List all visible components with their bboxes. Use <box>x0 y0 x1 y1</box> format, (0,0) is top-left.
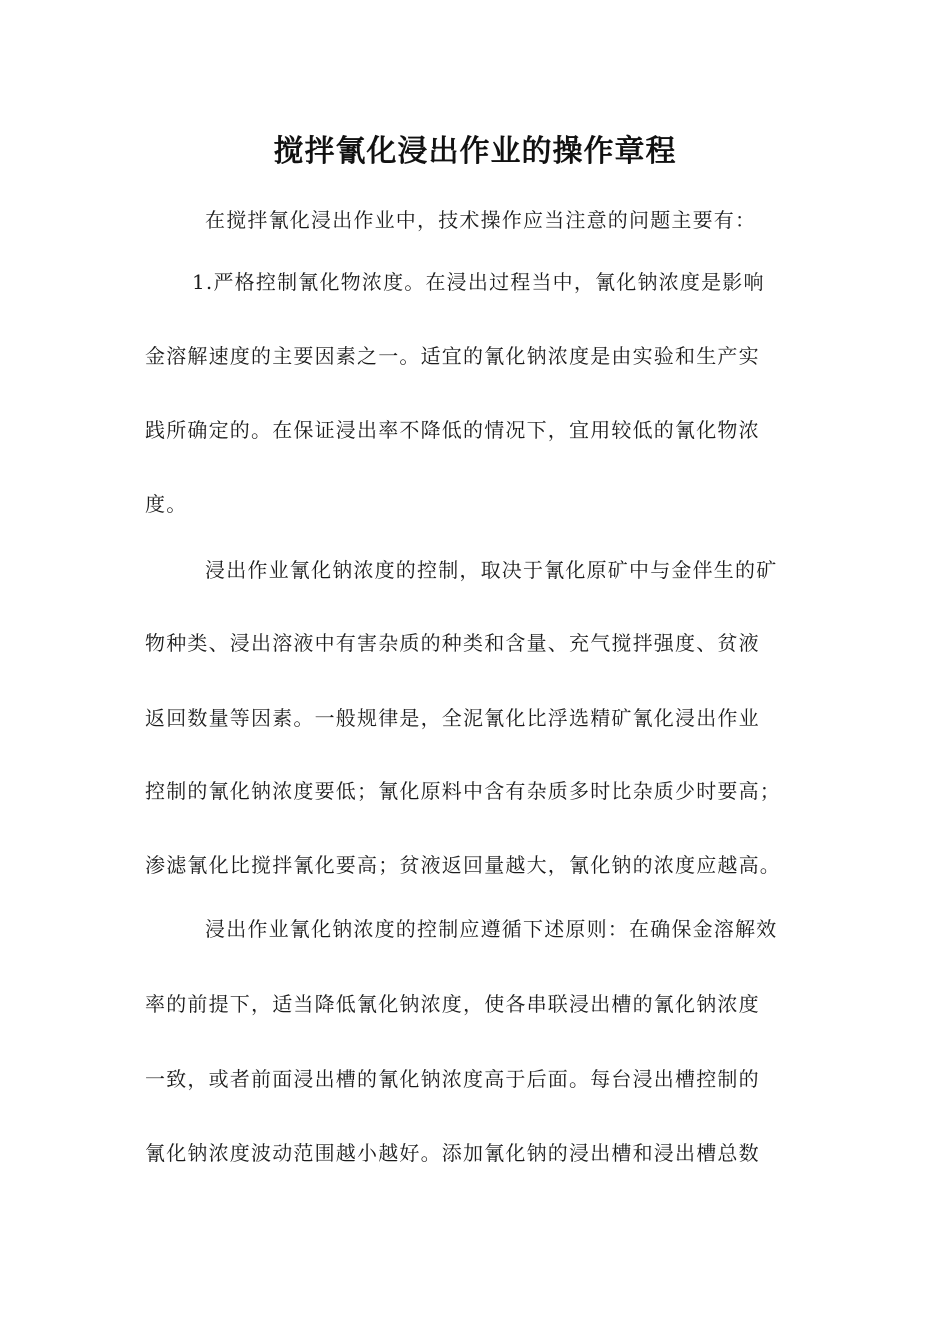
document-title: 搅拌氰化浸出作业的操作章程 <box>273 134 677 169</box>
paragraph-line: 物种类、浸出溶液中有害杂质的种类和含量、充气搅拌强度、贫液 <box>145 631 760 655</box>
paragraph-line: 渗滤氰化比搅拌氰化要高；贫液返回量越大，氰化钠的浓度应越高。 <box>145 853 781 877</box>
paragraph-line: 浸出作业氰化钠浓度的控制，取决于氰化原矿中与金伴生的矿 <box>205 558 778 582</box>
paragraph-line: 返回数量等因素。一般规律是，全泥氰化比浮选精矿氰化浸出作业 <box>145 706 760 730</box>
paragraph-line: 氰化钠浓度波动范围越小越好。添加氰化钠的浸出槽和浸出槽总数 <box>145 1141 760 1165</box>
paragraph-line: 度。 <box>145 492 188 516</box>
paragraph-line: 浸出作业氰化钠浓度的控制应遵循下述原则：在确保金溶解效 <box>205 917 778 941</box>
paragraph-line: 一致，或者前面浸出槽的氰化钠浓度高于后面。每台浸出槽控制的 <box>145 1067 760 1091</box>
paragraph-line: 在搅拌氰化浸出作业中，技术操作应当注意的问题主要有： <box>205 208 757 232</box>
paragraph-line: 1.严格控制氰化物浓度。在浸出过程当中，氰化钠浓度是影响 <box>192 270 765 294</box>
paragraph-line: 率的前提下，适当降低氰化钠浓度，使各串联浸出槽的氰化钠浓度 <box>145 992 760 1016</box>
paragraph-line: 践所确定的。在保证浸出率不降低的情况下，宜用较低的氰化物浓 <box>145 418 760 442</box>
paragraph-line: 控制的氰化钠浓度要低；氰化原料中含有杂质多时比杂质少时要高； <box>145 779 781 803</box>
paragraph-line: 金溶解速度的主要因素之一。适宜的氰化钠浓度是由实验和生产实 <box>145 344 760 368</box>
